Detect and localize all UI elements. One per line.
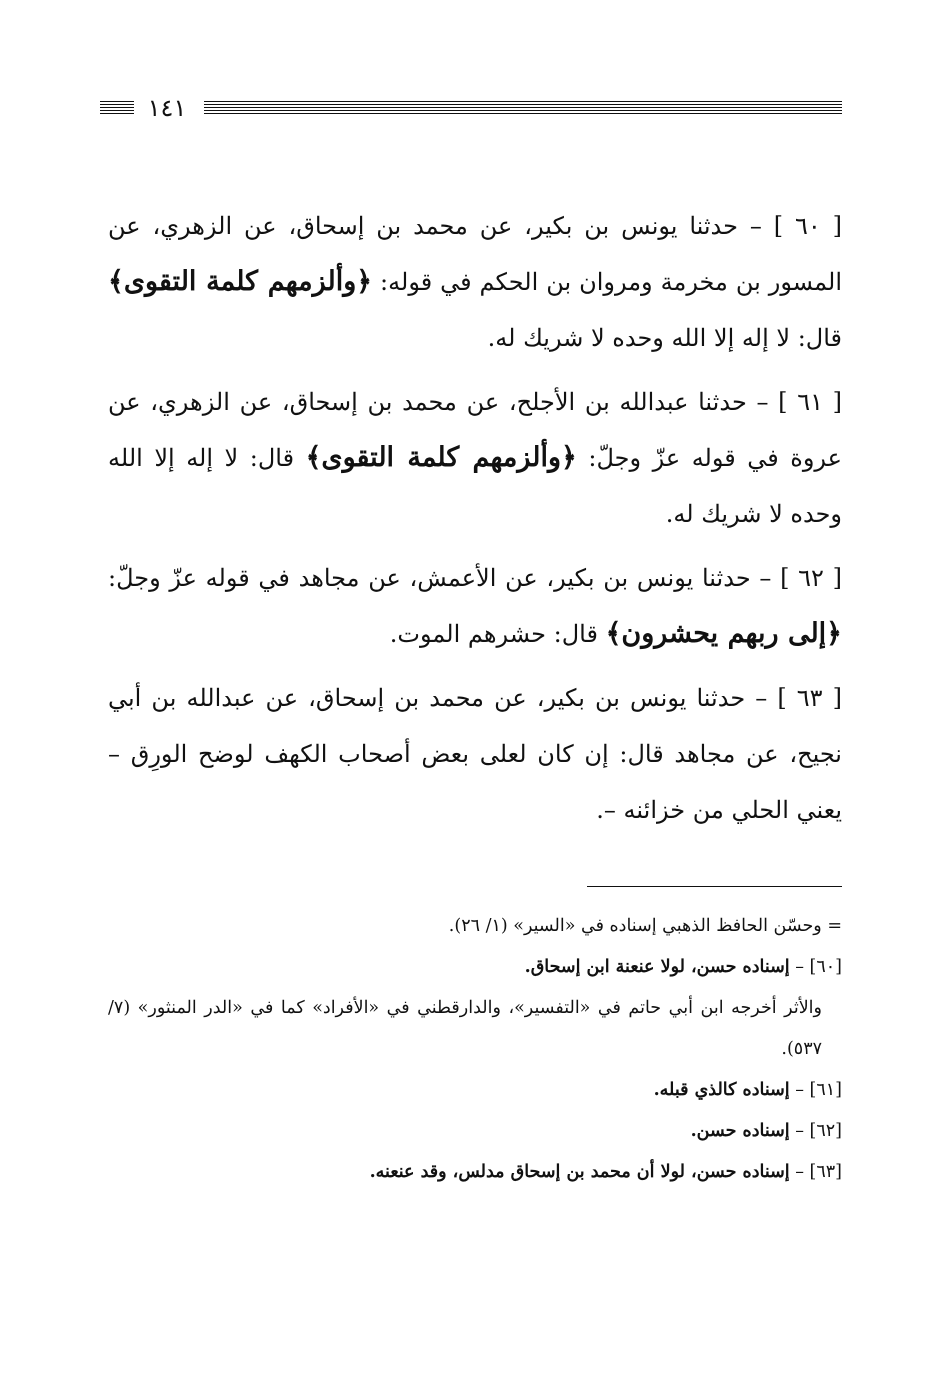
paragraph-text-end: قال: لا إله إلا الله وحده لا شريك له. [487,324,842,352]
footnote-text: إسناده حسن، لولا عنعنة ابن إسحاق. [524,957,790,977]
header-rule-left [100,101,134,114]
paragraph-text-end: قال: لا إله إلا الله وحده لا شريك له. [108,444,842,528]
footnote-60 [108,947,842,988]
paragraph-62 [108,550,842,662]
paragraph-61 [108,374,842,542]
footnote-text: إسناده كالذي قبله. [653,1080,790,1100]
footnote-text: إسناده حسن، لولا أن محمد بن إسحاق مدلس، وقد عنعنه. [369,1162,790,1182]
paragraph-text: – حدثنا يونس بن بكير، عن محمد بن إسحاق، عن الزهري، عن المسور بن مخرمة ومروان بن الحكم في قوله: [108,212,842,296]
header-rule-right [204,101,842,114]
paragraph-number: [ ٦١ ] [778,388,843,416]
paragraph-text: – حدثنا يونس بن بكير، عن الأعمش، عن مجاهد في قوله عزّ وجلّ: [108,564,781,592]
footnote-63 [108,1152,842,1193]
footnotes [108,906,842,1193]
paragraph-60 [108,198,842,366]
quran-verse: ﴿إلى ربهم يحشرون﴾ [605,618,842,649]
main-text [108,198,842,846]
footnote-label: [٦٢] – [795,1121,842,1141]
quran-verse: ﴿وألزمهم كلمة التقوى﴾ [108,266,373,297]
paragraph-number: [ ٦٠ ] [773,212,842,240]
footnote-label: [٦٠] – [795,957,842,977]
footnote-label: [٦٣] – [795,1162,842,1182]
footnote-61 [108,1070,842,1111]
page-number: ١٤١ [147,94,187,122]
paragraph-number: [ ٦٣ ] [777,684,843,712]
footnote-62 [108,1111,842,1152]
quran-verse: ﴿وألزمهم كلمة التقوى﴾ [305,442,577,473]
paragraph-text: – حدثنا يونس بن بكير، عن محمد بن إسحاق، عن عبدالله بن أبي نجيح، عن مجاهد قال: إن كان لعلى بعض أصحاب الكهف لوضح الورِق – يعني الحلي من خزائنه –. [108,684,842,824]
paragraph-63 [108,670,842,838]
footnote-label: [٦١] – [795,1080,842,1100]
paragraph-text: – حدثنا عبدالله بن الأجلح، عن محمد بن إسحاق، عن الزهري، عن عروة في قوله عزّ وجلّ: [108,388,842,472]
footnote-60-extra: والأثر أخرجه ابن أبي حاتم في «التفسير»، والدارقطني في «الأفراد» كما في «الدر المنثور» (٧/ ٥٣٧). [108,998,822,1059]
footnote-continuation: = وحسّن الحافظ الذهبي إسناده في «السير» (١/ ٢٦). [448,916,842,936]
page-header [100,92,842,126]
paragraph-number: [ ٦٢ ] [780,564,843,592]
footnote-text: إسناده حسن. [690,1121,790,1141]
paragraph-text-end: قال: حشرهم الموت. [389,620,606,648]
footnote-separator [587,886,842,887]
